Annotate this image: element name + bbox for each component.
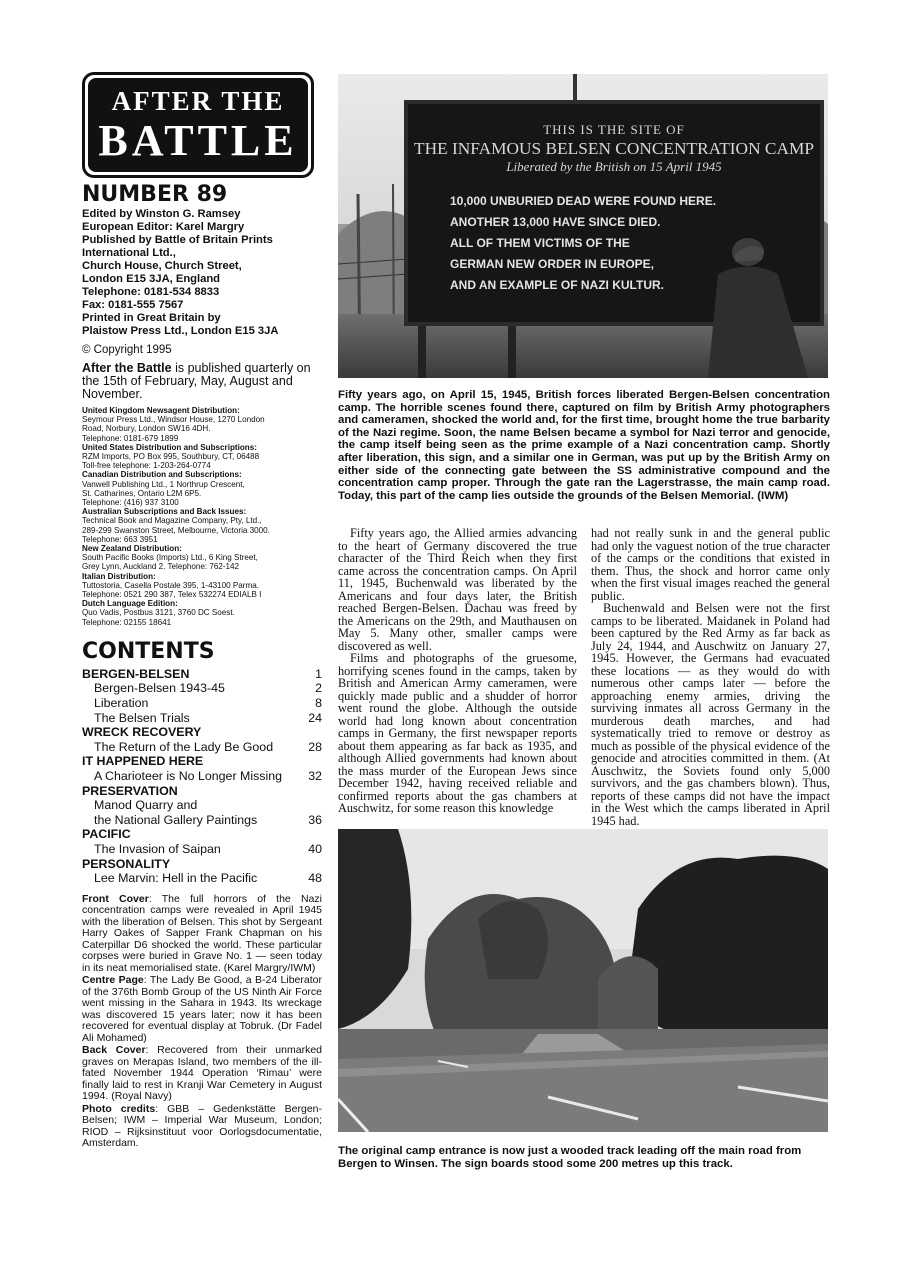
distribution-line: St. Catharines, Ontario L2M 6P5. xyxy=(82,488,202,498)
photo-caption-1: Fifty years ago, on April 15, 1945, British forces liberated Bergen-Belsen concentration camp. The horrible scenes found there, captured on film by British Army photographers and cameramen, shocked the world and, for the first time, brought home the true barbarity of the Nazi regime. Soon, the name Belsen became a symbol for Nazi terror and genocide, the camp itself being seen as the prime example of a Nazi concentration camp. Shortly after liberation, this sign, and a similar one in German, was put up by the British Army on either side of the connecting gate between the SS administrative compound and the concentration camp proper. Through the gate ran the Lagerstrasse, the main camp road. Today, this part of the camp lies outside the grounds of the Belsen Memorial. (IWM) xyxy=(338,389,830,502)
toc-section-name: WRECK RECOVERY xyxy=(82,725,202,740)
cover-note-label: Photo credits xyxy=(82,1102,156,1115)
distribution-entry xyxy=(82,507,322,544)
toc-item xyxy=(82,769,322,784)
logo-line-1: AFTER THE xyxy=(111,86,285,116)
distribution-heading: Italian Distribution: xyxy=(82,571,156,581)
toc-section xyxy=(82,784,322,799)
toc-item-title: The Invasion of Saipan xyxy=(94,842,221,856)
toc-item xyxy=(82,696,322,711)
cover-notes xyxy=(82,894,322,1150)
distribution-entry xyxy=(82,470,322,507)
cover-note-text: : The Lady Be Good, a B-24 Liberator of the 376th Bomb Group of the US Ninth Air Force went missing in the Sahara in 1943. Its wreckage was discovered 15 years later; now it has been recovered for eventual display at Tobruk. (Dr Fadel Ali Mohamed) xyxy=(82,974,322,1044)
toc-page-number: 36 xyxy=(308,812,322,827)
toc-item-title: The Belsen Trials xyxy=(94,710,190,725)
toc-page-number: 28 xyxy=(308,739,322,754)
distribution-line: Road, Norbury, London SW16 4DH. xyxy=(82,424,211,434)
toc-page-number: 2 xyxy=(315,681,322,696)
distribution-heading: Australian Subscriptions and Back Issues: xyxy=(82,507,247,517)
toc-item-title: Liberation xyxy=(94,696,149,711)
distribution-entry xyxy=(82,572,322,600)
photo-caption-2: The original camp entrance is now just a wooded track leading off the main road from Bergen to Winsen. The sign boards stood some 200 metres up this track. xyxy=(338,1145,802,1170)
cover-note xyxy=(82,1045,322,1103)
toc-item xyxy=(82,813,322,828)
toc-section xyxy=(82,754,322,769)
distribution-line: Vanwell Publishing Ltd., 1 Northrup Crescent, xyxy=(82,479,245,489)
issue-number: NUMBER 89 xyxy=(82,182,228,207)
publication-schedule-text: is published quarterly on the 15th of February, May, August and November. xyxy=(82,361,311,401)
toc-section-name: PERSONALITY xyxy=(82,856,171,871)
toc-item-title: Manod Quarry and xyxy=(94,798,198,813)
toc-section-name: IT HAPPENED HERE xyxy=(82,754,204,769)
distribution-line: South Pacific Books (Imports) Ltd., 6 King Street, xyxy=(82,553,258,563)
distribution-line: Grey Lynn, Auckland 2. Telephone: 762-142 xyxy=(82,562,240,572)
cover-note-text: : GBB – Gedenkstätte Bergen-Belsen; IWM – Imperial War Museum, London; RIOD – Rijksinstituut voor Oorlogsdocumentatie, Amsterdam. xyxy=(82,1102,323,1150)
table-of-contents xyxy=(82,667,322,886)
editor-credit: Edited by Winston G. Ramsey xyxy=(82,208,241,220)
sign-heading-line-3: Liberated by the British on 15 April 1945 xyxy=(506,159,722,174)
distribution-line: Telephone: 663 3951 xyxy=(82,534,158,544)
distribution-heading: United States Distribution and Subscriptions: xyxy=(82,442,257,452)
belsen-sign-photo xyxy=(338,74,828,378)
toc-item xyxy=(82,871,322,886)
cover-note-label: Back Cover xyxy=(82,1044,146,1057)
article-body xyxy=(338,527,830,827)
sign-body-line: ANOTHER 13,000 HAVE SINCE DIED. xyxy=(450,215,661,229)
publisher-line: Church House, Church Street, xyxy=(82,260,242,272)
publisher-line: London E15 3JA, England xyxy=(82,273,220,285)
distribution-line: Seymour Press Ltd., Windsor House, 1270 London xyxy=(82,415,265,425)
article-paragraph: Fifty years ago, the Allied armies advancing to the heart of Germany discovered the true character of the Third Reich when they first came across the concentration camps. On April 11, 1945, Buchenwald was liberated by the Americans and four days later, the British reached Bergen-Belsen. Dachau was freed by the Americans on the 29th, and Mauthausen on May 5. Many other, smaller camps were discovered as well. xyxy=(338,526,577,653)
toc-page-number: 24 xyxy=(308,710,322,725)
distribution-line: Tuttostoria, Casella Postale 395, 1-43100 Parma. xyxy=(82,580,259,590)
camp-entrance-photo-image xyxy=(338,829,828,1132)
sign-body-line: AND AN EXAMPLE OF NAZI KULTUR. xyxy=(450,278,664,292)
toc-item-title: the National Gallery Paintings xyxy=(94,812,258,827)
distribution-heading: United Kingdom Newsagent Distribution: xyxy=(82,406,240,415)
toc-section xyxy=(82,667,322,682)
toc-section xyxy=(82,725,322,740)
sign-heading-line-1: THIS IS THE SITE OF xyxy=(543,122,685,137)
toc-item-title: Lee Marvin: Hell in the Pacific xyxy=(94,871,258,886)
logo-line-2: BATTLE xyxy=(98,116,298,165)
toc-item-title: The Return of the Lady Be Good xyxy=(94,739,274,754)
distribution-line: RZM Imports, PO Box 995, Southbury, CT, 06488 xyxy=(82,452,260,462)
printer-line: Plaistow Press Ltd., London E15 3JA xyxy=(82,325,279,337)
distribution-entry xyxy=(82,544,322,572)
distribution-heading: New Zealand Distribution: xyxy=(82,544,182,554)
toc-page-number: 32 xyxy=(308,769,322,784)
publication-name: After the Battle xyxy=(82,361,172,375)
sign-body-line: 10,000 UNBURIED DEAD WERE FOUND HERE. xyxy=(450,194,717,208)
distribution-list xyxy=(82,406,322,627)
publisher-line: International Ltd., xyxy=(82,247,176,259)
cover-note-text: : The full horrors of the Nazi concentration camps were revealed in April 1945 with the liberation of Belsen. This shot by Sergeant Harry Oakes of Sapper Frank Chapman on his Caterpillar D6 shocked the world. These particular corpses were buried in Grave No. 1 — seen today in its neat memorialised state. (Karel Margry/IWM) xyxy=(82,892,322,974)
belsen-sign-photo-image xyxy=(338,74,828,378)
printer-line: Printed in Great Britain by xyxy=(82,312,221,324)
article-column-1 xyxy=(338,527,577,827)
publisher-block xyxy=(82,234,322,286)
cover-note-text: : Recovered from their unmarked graves on Merapas Island, two members of the ill-fated November 1944 Operation ‘Rimau’ were finally laid to rest in Kranji War Cemetery in August 1994. (Royal Navy) xyxy=(82,1044,322,1103)
distribution-entry xyxy=(82,443,322,471)
article-paragraph: Buchenwald and Belsen were not the first camps to be liberated. Maidanek in Poland had been captured by the Red Army as far back as July 24, 1944, and Auschwitz on January 27, 1945. However, the Germans had evacuated these locations — as they would do with numerous other camps later — before the approaching enemy armies, driving the surviving inmates all across Germany in the murderous death marches, and had systematically tried to remove or destroy as much as possible of the physical evidence of the genocide and atrocities committed in them. (At Auschwitz, the Soviets found only 5,000 survivors, and the gas chambers blown). Thus, reports of these camps did not have the impact in the West which the camps liberated in April 1945 had. xyxy=(591,601,830,828)
distribution-line: Toll-free telephone: 1-203-264-0774 xyxy=(82,461,211,471)
distribution-line: Telephone: 0521 290 387, Telex 532274 EDIALB I xyxy=(82,590,262,600)
distribution-line: Telephone: (416) 937 3100 xyxy=(82,498,179,508)
cover-note-label: Centre Page xyxy=(82,974,144,987)
sign-body-line: GERMAN NEW ORDER IN EUROPE, xyxy=(450,257,655,271)
toc-page-number: 48 xyxy=(308,871,322,886)
sign-body-line: ALL OF THEM VICTIMS OF THE xyxy=(450,236,630,250)
distribution-line: Telephone: 02155 18641 xyxy=(82,617,172,627)
toc-item xyxy=(82,711,322,726)
toc-page-number: 40 xyxy=(308,842,322,856)
cover-note-label: Front Cover xyxy=(82,892,149,905)
printer-block xyxy=(82,312,322,338)
toc-item-title: A Charioteer is No Longer Missing xyxy=(94,769,283,784)
telephone: Telephone: 0181-534 8833 xyxy=(82,286,220,298)
distribution-entry xyxy=(82,599,322,627)
publisher-line: Published by Battle of Britain Prints xyxy=(82,234,273,246)
contents-heading: CONTENTS xyxy=(82,638,215,664)
european-editor-credit: European Editor: Karel Margry xyxy=(82,221,245,233)
toc-page-number: 1 xyxy=(315,666,322,681)
toc-item-title: Bergen-Belsen 1943-45 xyxy=(94,681,225,696)
toc-section-name: PACIFIC xyxy=(82,827,131,842)
camp-entrance-photo xyxy=(338,829,828,1132)
article-column-2 xyxy=(591,527,830,827)
distribution-line: Telephone: 0181-679 1899 xyxy=(82,433,179,443)
toc-section-name: PRESERVATION xyxy=(82,783,178,798)
magazine-logo xyxy=(82,72,314,178)
left-column xyxy=(82,72,322,1151)
publication-schedule xyxy=(82,362,322,401)
copyright: © Copyright 1995 xyxy=(82,344,172,356)
distribution-heading: Dutch Language Edition: xyxy=(82,599,178,609)
toc-item xyxy=(82,681,322,696)
cover-note xyxy=(82,894,322,975)
fax: Fax: 0181-555 7567 xyxy=(82,299,184,311)
toc-section-name: BERGEN-BELSEN xyxy=(82,666,190,681)
distribution-line: Technical Book and Magazine Company, Pty, Ltd., xyxy=(82,516,262,526)
sign-heading-line-2: THE INFAMOUS BELSEN CONCENTRATION CAMP xyxy=(414,139,814,158)
cover-note xyxy=(82,1104,322,1150)
toc-item xyxy=(82,842,322,857)
distribution-line: 289-299 Swanston Street, Melbourne, Victoria 3000. xyxy=(82,525,270,535)
cover-note xyxy=(82,975,322,1044)
article-paragraph: had not really sunk in and the general public had only the vaguest notion of the true character of the camps or the conditions that existed in them. Thus, the shock and horror came only when the first visual images reached the general public. xyxy=(591,526,830,603)
toc-page-number: 8 xyxy=(315,696,322,711)
article-paragraph: Films and photographs of the gruesome, horrifying scenes found in the camps, taken by British and American Army cameramen, were quickly made public and a shudder of horror went round the globe. Although the outside world had long known about concentration camps in Germany, the first newspaper reports about them appearing as far back as 1935, and although Allied governments had known about the mass murder of the European Jews since December 1942, having received reliable and confirmed reports about the gas chambers at Auschwitz, for some reason this knowledge xyxy=(338,651,577,815)
distribution-entry xyxy=(82,406,322,443)
toc-section xyxy=(82,857,322,872)
toc-item xyxy=(82,740,322,755)
toc-item xyxy=(82,798,322,813)
distribution-heading: Canadian Distribution and Subscriptions: xyxy=(82,470,242,480)
distribution-line: Quo Vadis, Postbus 3121, 3760 DC Soest. xyxy=(82,608,235,618)
toc-section xyxy=(82,827,322,842)
